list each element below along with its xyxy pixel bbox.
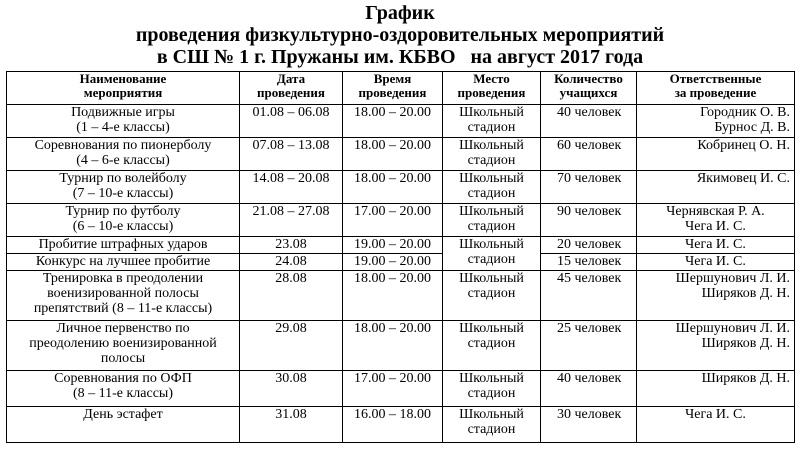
table-row — [7, 371, 795, 407]
cell-date: 24.08 — [240, 254, 343, 271]
cell-time: 17.00 – 20.00 — [343, 371, 443, 407]
cell-time: 18.00 – 20.00 — [343, 321, 443, 371]
cell-date: 31.08 — [240, 407, 343, 443]
cell-place: Школьный стадион — [443, 237, 541, 271]
cell-place: Школьный стадион — [443, 321, 541, 371]
cell-date: 30.08 — [240, 371, 343, 407]
table-row — [7, 105, 795, 138]
cell-event: Личное первенство по преодолению военизированной полосы — [7, 321, 240, 371]
table-row — [7, 254, 795, 271]
cell-count: 90 человек — [541, 204, 637, 237]
cell-time: 19.00 – 20.00 — [343, 254, 443, 271]
table-row — [7, 321, 795, 371]
cell-count: 45 человек — [541, 271, 637, 321]
cell-place: Школьный стадион — [443, 407, 541, 443]
header-count: Количество учащихся — [541, 72, 637, 105]
schedule-table — [6, 71, 795, 443]
cell-responsible: Чернявская Р. А. Чега И. С. — [637, 204, 795, 237]
cell-responsible: Шершунович Л. И. Ширяков Д. Н. — [637, 321, 795, 371]
cell-responsible: Кобринец О. Н. — [637, 138, 795, 171]
cell-event: День эстафет — [7, 407, 240, 443]
cell-place: Школьный стадион — [443, 105, 541, 138]
cell-place: Школьный стадион — [443, 371, 541, 407]
cell-count: 70 человек — [541, 171, 637, 204]
header-place: Место проведения — [443, 72, 541, 105]
cell-count: 40 человек — [541, 105, 637, 138]
cell-time: 18.00 – 20.00 — [343, 171, 443, 204]
cell-event: Тренировка в преодолении военизированной полосы препятствий (8 – 11-е классы) — [7, 271, 240, 321]
cell-place: Школьный стадион — [443, 138, 541, 171]
cell-count: 30 человек — [541, 407, 637, 443]
table-row — [7, 171, 795, 204]
cell-count: 40 человек — [541, 371, 637, 407]
cell-place: Школьный стадион — [443, 271, 541, 321]
cell-time: 18.00 – 20.00 — [343, 271, 443, 321]
title-line-1: График — [365, 2, 435, 24]
header-date: Дата проведения — [240, 72, 343, 105]
table-row — [7, 138, 795, 171]
cell-date: 23.08 — [240, 237, 343, 254]
cell-responsible: Чега И. С. — [637, 237, 795, 254]
cell-event: Конкурс на лучшее пробитие — [7, 254, 240, 271]
table-row — [7, 407, 795, 443]
cell-count: 60 человек — [541, 138, 637, 171]
cell-count: 25 человек — [541, 321, 637, 371]
header-responsible: Ответственные за проведение — [637, 72, 795, 105]
cell-responsible: Ширяков Д. Н. — [637, 371, 795, 407]
cell-date: 07.08 – 13.08 — [240, 138, 343, 171]
cell-time: 19.00 – 20.00 — [343, 237, 443, 254]
cell-time: 16.00 – 18.00 — [343, 407, 443, 443]
cell-event: Соревнования по пионерболу (4 – 6-е классы) — [7, 138, 240, 171]
table-row — [7, 204, 795, 237]
cell-responsible: Шершунович Л. И. Ширяков Д. Н. — [637, 271, 795, 321]
cell-time: 17.00 – 20.00 — [343, 204, 443, 237]
title-line-2: проведения физкультурно-оздоровительных мероприятий — [135, 24, 665, 46]
cell-date: 01.08 – 06.08 — [240, 105, 343, 138]
header-time: Время проведения — [343, 72, 443, 105]
cell-date: 14.08 – 20.08 — [240, 171, 343, 204]
header-event: Наименование мероприятия — [7, 72, 240, 105]
cell-date: 28.08 — [240, 271, 343, 321]
cell-event: Турнир по волейболу (7 – 10-е классы) — [7, 171, 240, 204]
cell-count: 20 человек — [541, 237, 637, 254]
cell-event: Соревнования по ОФП (8 – 11-е классы) — [7, 371, 240, 407]
cell-date: 21.08 – 27.08 — [240, 204, 343, 237]
cell-event: Пробитие штрафных ударов — [7, 237, 240, 254]
cell-event: Подвижные игры (1 – 4-е классы) — [7, 105, 240, 138]
cell-place: Школьный стадион — [443, 204, 541, 237]
cell-count: 15 человек — [541, 254, 637, 271]
cell-time: 18.00 – 20.00 — [343, 105, 443, 138]
cell-event: Турнир по футболу (6 – 10-е классы) — [7, 204, 240, 237]
cell-place: Школьный стадион — [443, 171, 541, 204]
cell-responsible: Чега И. С. — [637, 407, 795, 443]
header-row — [7, 72, 795, 105]
cell-responsible: Якимовец И. С. — [637, 171, 795, 204]
cell-date: 29.08 — [240, 321, 343, 371]
cell-time: 18.00 – 20.00 — [343, 138, 443, 171]
table-row — [7, 271, 795, 321]
cell-responsible: Чега И. С. — [637, 254, 795, 271]
cell-responsible: Городник О. В. Бурнос Д. В. — [637, 105, 795, 138]
title-line-3: в СШ № 1 г. Пружаны им. КБВО на август 2017 года — [156, 46, 644, 68]
table-row — [7, 237, 795, 254]
